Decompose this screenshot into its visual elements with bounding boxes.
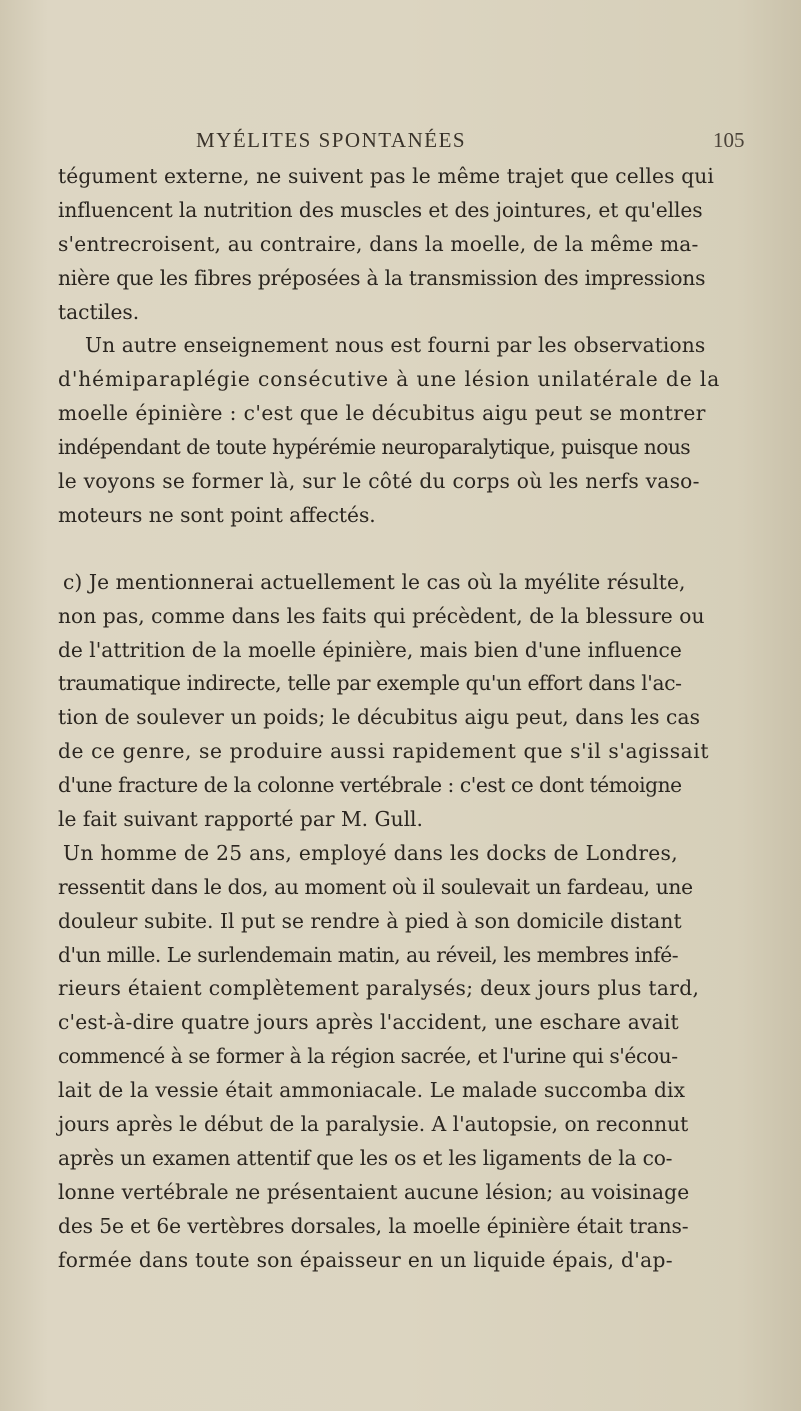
text-line: rieurs étaient complètement paralysés; deux jours plus tard,	[58, 976, 700, 1001]
text-line: après un examen attentif que les os et les ligaments de la co-	[58, 1145, 673, 1170]
text-line: le fait suivant rapporté par M. Gull.	[58, 807, 423, 832]
text-line: d'une fracture de la colonne vertébrale : c'est ce dont témoigne	[58, 773, 682, 798]
text-line: ressentit dans le dos, au moment où il soulevait un fardeau, une	[58, 874, 693, 899]
text-line: douleur subite. Il put se rendre à pied à son domicile distant	[58, 908, 682, 933]
paragraph-3	[58, 566, 738, 837]
paragraph-4	[58, 837, 738, 1278]
text-line: le voyons se former là, sur le côté du corps où les nerfs vaso-	[58, 469, 700, 494]
paragraph-1	[58, 160, 738, 329]
text-line: c'est-à-dire quatre jours après l'accident, une eschare avait	[58, 1010, 679, 1035]
running-head	[0, 128, 801, 156]
text-line: lait de la vessie était ammoniacale. Le malade succomba dix	[58, 1078, 686, 1103]
page-number: 105	[713, 128, 745, 152]
paragraph-2	[58, 329, 738, 532]
paragraph-gap	[58, 533, 738, 566]
text-line: tion de soulever un poids; le décubitus aigu peut, dans les cas	[58, 705, 701, 730]
text-line: d'un mille. Le surlendemain matin, au réveil, les membres infé-	[58, 942, 679, 967]
text-line: formée dans toute son épaisseur en un liquide épais, d'ap-	[58, 1247, 673, 1272]
text-line: non pas, comme dans les faits qui précèdent, de la blessure ou	[58, 603, 705, 628]
text-line: de l'attrition de la moelle épinière, mais bien d'une influence	[58, 637, 682, 662]
text-line: Un homme de 25 ans, employé dans les docks de Londres,	[63, 840, 678, 865]
text-line: traumatique indirecte, telle par exemple qu'un effort dans l'ac-	[58, 671, 682, 696]
text-line: commencé à se former à la région sacrée, et l'urine qui s'écou-	[58, 1044, 678, 1069]
text-line: lonne vertébrale ne présentaient aucune lésion; au voisinage	[58, 1179, 690, 1204]
running-title: MYÉLITES SPONTANÉES	[196, 128, 467, 152]
text-line: tégument externe, ne suivent pas le même trajet que celles qui	[58, 164, 715, 188]
text-line: tactiles.	[58, 299, 140, 324]
text-line: des 5e et 6e vertèbres dorsales, la moelle épinière était trans-	[58, 1213, 689, 1238]
text-line: nière que les fibres préposées à la transmission des impressions	[58, 265, 706, 290]
text-line: c) Je mentionnerai actuellement le cas où la myélite résulte,	[63, 569, 686, 594]
text-line: moteurs ne sont point affectés.	[58, 502, 376, 527]
text-line: de ce genre, se produire aussi rapidement que s'il s'agissait	[58, 739, 710, 764]
text-line: indépendant de toute hypérémie neuroparalytique, puisque nous	[58, 435, 691, 460]
text-line: s'entrecroisent, au contraire, dans la moelle, de la même ma-	[58, 231, 699, 256]
text-line: moelle épinière : c'est que le décubitus aigu peut se montrer	[58, 401, 706, 426]
body-text	[58, 160, 738, 1278]
text-line: influencent la nutrition des muscles et des jointures, et qu'elles	[58, 197, 703, 222]
text-line: d'hémiparaplégie consécutive à une lésion unilatérale de la	[58, 367, 721, 392]
text-line: Un autre enseignement nous est fourni par les observations	[85, 333, 706, 358]
text-line: jours après le début de la paralysie. A l'autopsie, on reconnut	[58, 1112, 689, 1137]
